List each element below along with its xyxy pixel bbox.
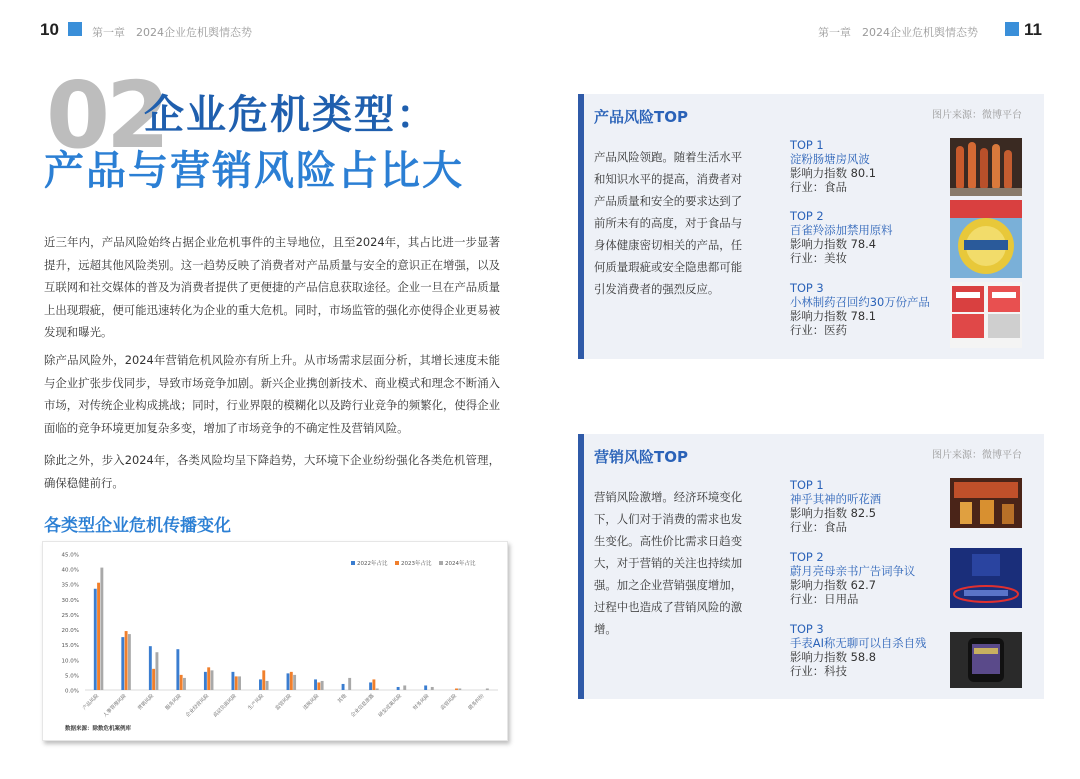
bar — [94, 589, 97, 690]
x-tick-label: 其他 — [336, 693, 348, 705]
medicine-boxes-photo — [950, 282, 1022, 348]
right-page-number: 11 — [1024, 20, 1042, 39]
x-tick-label: 监管风险 — [274, 693, 293, 712]
bar — [183, 678, 186, 690]
item-name: 蔚月亮母亲书广告词争议 — [790, 564, 916, 578]
panel-description: 营销风险激增。经济环境变化下，人们对于消费的需求也发生变化。高性价比需求日趋变大，对于营销的关注也持续加强。加之企业营销强度增加，过程中也造成了营销风险的激增。 — [594, 490, 743, 636]
y-tick-label: 45.0% — [61, 552, 79, 559]
y-tick-label: 5.0% — [65, 673, 79, 680]
x-tick-label: 财务风险 — [412, 693, 431, 712]
y-tick-label: 20.0% — [61, 628, 79, 635]
panel-title: 营销风险TOP — [594, 448, 688, 466]
bar — [125, 631, 128, 690]
bar — [231, 672, 234, 690]
bar — [403, 685, 406, 690]
cream-tin-photo — [950, 200, 1022, 278]
x-tick-label: 研发成果风险 — [377, 693, 404, 719]
bar — [262, 670, 265, 690]
industry-label: 行业：医药 — [790, 323, 847, 337]
body-paragraph-2: 除产品风险外，2024年营销危机风险亦有所上升。从市场需求层面分析，其增长速度未能与企业扩张步伐同步，导致市场竞争加剧。新兴企业携创新技术、商业模式和理念不断涌入市场，对传统企业构成挑战；同时，行业界限的模糊化以及跨行业竞争的频繁化，使得企业面临的竞争环境更加复杂多变，增加了市场竞争的不确定性及营销风险。 — [44, 353, 500, 435]
bar — [348, 678, 351, 690]
y-tick-label: 30.0% — [61, 597, 79, 604]
panel-description: 产品风险领跑。随着生活水平和知识水平的提高，消费者对产品质量和安全的要求达到了前所未有的高度，对于食品与身体健康密切相关的产品，任何质量瑕疵或安全隐患都可能引发消费者的强烈反应。 — [594, 150, 743, 296]
x-tick-label: 高管风险 — [439, 693, 459, 712]
bar — [376, 688, 379, 690]
bar — [397, 687, 400, 690]
chart-container — [42, 541, 508, 741]
bar — [293, 675, 296, 690]
legend-swatch — [439, 561, 443, 565]
bar — [211, 670, 214, 690]
sausage-photo — [950, 138, 1022, 196]
image-source: 图片来源：微博平台 — [932, 450, 1022, 461]
industry-label: 行业：食品 — [790, 520, 847, 534]
bar — [180, 675, 183, 690]
industry-label: 行业：日用品 — [790, 592, 859, 606]
x-tick-label: 债务纠纷 — [467, 693, 486, 712]
panel-accent-bar — [578, 94, 584, 359]
item-name: 小林制药召回约30万份产品 — [790, 295, 930, 309]
rank-label: TOP 1 — [790, 478, 824, 492]
impact-index: 影响力指数 78.1 — [790, 309, 876, 323]
bar — [314, 679, 317, 690]
bar — [424, 685, 427, 690]
legend-swatch — [351, 561, 355, 565]
bar — [238, 676, 241, 690]
section-title-line2: 产品与营销风险占比大 — [44, 148, 464, 194]
bar — [458, 688, 461, 690]
x-tick-label: 企业经营风险 — [184, 693, 211, 719]
item-name: 手表AI称无聊可以自杀自残 — [790, 636, 927, 650]
bar — [342, 684, 345, 690]
item-name: 神乎其神的听花酒 — [790, 492, 882, 506]
y-tick-label: 25.0% — [61, 612, 79, 619]
left-header-text: 第一章 2024企业危机舆情态势 — [92, 26, 252, 39]
x-tick-label: 违规风险 — [302, 693, 321, 712]
rank-label: TOP 2 — [790, 209, 824, 223]
right-header-text: 第一章 2024企业危机舆情态势 — [818, 26, 978, 39]
bar — [266, 681, 269, 690]
industry-label: 行业：美妆 — [790, 251, 847, 265]
product-risk-panel — [578, 94, 1044, 359]
y-tick-label: 40.0% — [61, 567, 79, 574]
body-paragraph-3: 除此之外，步入2024年，各类风险均呈下降趋势，大环境下企业纷纷强化各类危机管理，确保稳健前行。 — [44, 453, 500, 490]
legend-label: 2024年占比 — [445, 561, 476, 567]
bar — [321, 681, 324, 690]
bar — [121, 637, 124, 690]
rank-label: TOP 1 — [790, 138, 824, 152]
rank-label: TOP 2 — [790, 550, 824, 564]
bar — [235, 676, 238, 690]
x-tick-label: 企业信息泄露 — [350, 693, 376, 719]
bar — [100, 568, 103, 690]
y-tick-label: 15.0% — [61, 643, 79, 650]
legend-swatch — [395, 561, 399, 565]
marketing-risk-panel — [578, 434, 1044, 699]
bar — [152, 669, 155, 690]
left-page-number: 10 — [40, 20, 59, 39]
y-tick-label: 10.0% — [61, 658, 79, 665]
industry-label: 行业：食品 — [790, 180, 847, 194]
item-name: 淀粉肠塘房风波 — [790, 152, 870, 166]
legend-label: 2023年占比 — [401, 561, 432, 567]
rank-label: TOP 3 — [790, 281, 824, 295]
y-tick-label: 0.0% — [65, 688, 79, 695]
section-title-line1: 企业危机类型： — [144, 92, 438, 138]
chart-section-title: 各类型企业危机传播变化 — [44, 516, 231, 536]
bar — [317, 682, 320, 690]
x-tick-label: 高层负面风险 — [212, 693, 238, 719]
liquor-ad-photo — [950, 478, 1022, 528]
panel-accent-bar — [578, 434, 584, 699]
industry-label: 行业：科技 — [790, 664, 847, 678]
x-tick-label: 生产风险 — [246, 693, 266, 712]
left-header-marker — [68, 22, 82, 36]
bar — [97, 583, 100, 690]
bar — [128, 634, 131, 690]
bar — [207, 667, 210, 690]
body-paragraph-1: 近三年内，产品风险始终占据企业危机事件的主导地位，且至2024年，其占比进一步显著提升，远超其他风险类别。这一趋势反映了消费者对产品质量与安全的意识正在增强，以及互联网和社交媒体的普及为消费者提供了更便捷的产品信息获取途径。企业一旦在产品质量上出现瑕疵，便可能迅速转化为企业的重大危机。同时，市场监管的强化亦使得企业更易被发现和曝光。 — [44, 235, 500, 339]
legend-label: 2022年占比 — [357, 561, 388, 567]
bar — [155, 652, 158, 690]
bar — [176, 649, 179, 690]
chart-source: 数据来源：除数危机案例库 — [65, 726, 132, 732]
bar — [486, 688, 489, 690]
bar — [369, 682, 372, 690]
impact-index: 影响力指数 80.1 — [790, 166, 876, 180]
impact-index: 影响力指数 78.4 — [790, 237, 876, 251]
smartwatch-photo — [950, 632, 1022, 688]
y-tick-label: 35.0% — [61, 582, 79, 589]
panel-title: 产品风险TOP — [594, 108, 688, 126]
impact-index: 影响力指数 82.5 — [790, 506, 876, 520]
bar — [431, 687, 434, 690]
bar — [149, 646, 152, 690]
bar — [290, 672, 293, 690]
right-header-marker — [1005, 22, 1019, 36]
bar — [204, 672, 207, 690]
x-tick-label: 营销风险 — [136, 693, 156, 712]
impact-index: 影响力指数 62.7 — [790, 578, 876, 592]
section-number: 02 — [46, 62, 167, 169]
item-name: 百雀羚添加禁用原料 — [790, 223, 893, 237]
bar — [372, 679, 375, 690]
x-tick-label: 产品风险 — [81, 693, 101, 712]
bar — [287, 673, 290, 690]
bar — [455, 688, 458, 690]
x-tick-label: 人事管理风险 — [102, 693, 128, 719]
x-tick-label: 服务风险 — [164, 693, 183, 712]
bar-chart — [43, 542, 509, 742]
bar — [259, 679, 262, 690]
impact-index: 影响力指数 58.8 — [790, 650, 876, 664]
image-source: 图片来源：微博平台 — [932, 110, 1022, 121]
rank-label: TOP 3 — [790, 622, 824, 636]
ad-copy-photo — [950, 548, 1022, 608]
